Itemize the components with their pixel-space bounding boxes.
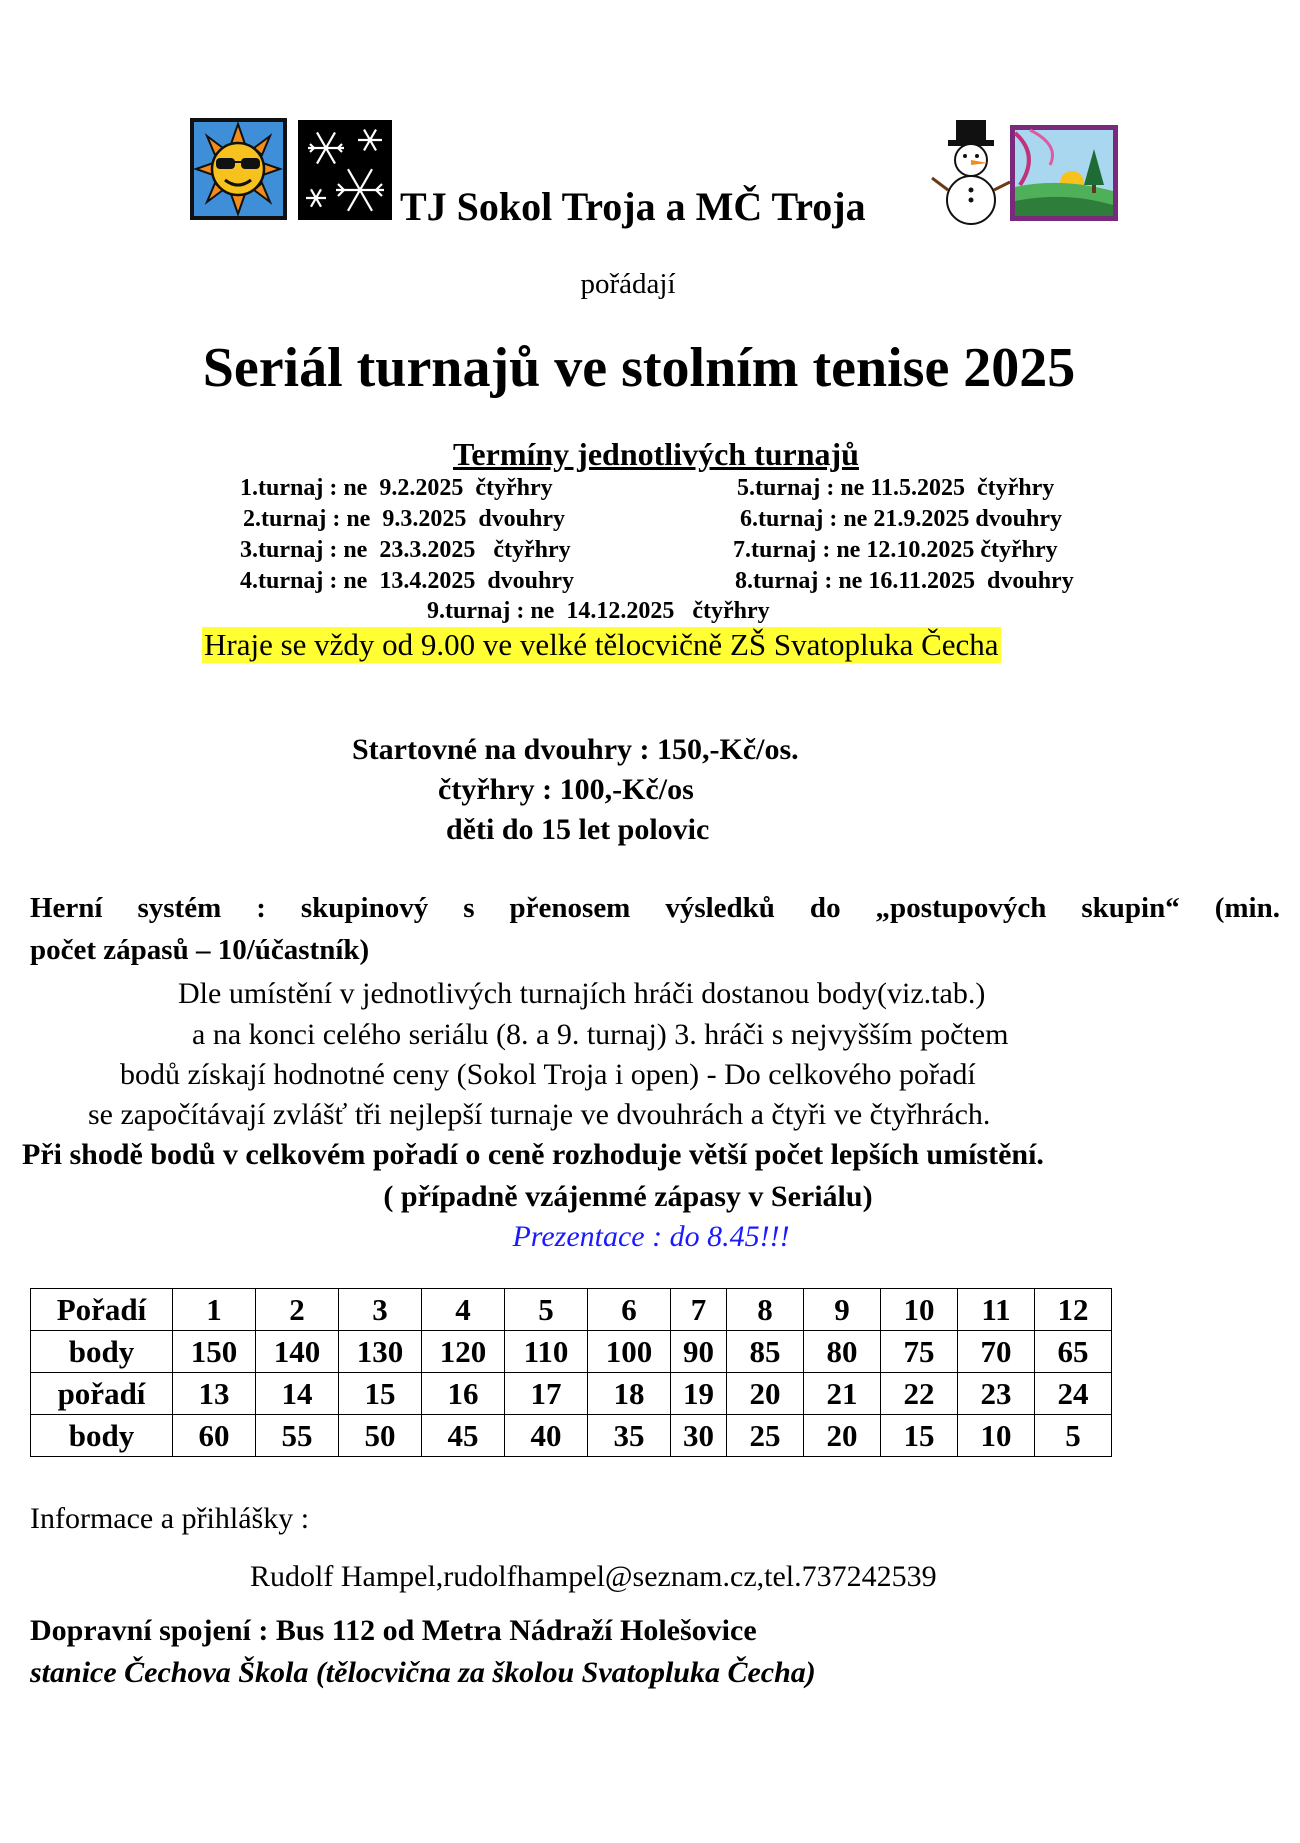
table-cell: 14 — [256, 1373, 339, 1415]
schedule-item: 4.turnaj : ne 13.4.2025 dvouhry — [240, 568, 575, 594]
table-row — [31, 1373, 1112, 1415]
table-cell: 90 — [671, 1331, 727, 1373]
subtitle: pořádají — [580, 268, 676, 300]
table-cell: 16 — [422, 1373, 505, 1415]
table-cell: 10 — [958, 1415, 1035, 1457]
row-header-cell: body — [31, 1331, 173, 1373]
table-cell: 55 — [256, 1415, 339, 1457]
fee-children: děti do 15 let polovic — [446, 813, 710, 846]
table-cell: 17 — [505, 1373, 588, 1415]
sun-sunglasses-icon — [190, 118, 287, 220]
table-cell: 8 — [727, 1289, 804, 1331]
table-cell: 12 — [1035, 1289, 1112, 1331]
row-header-cell: pořadí — [31, 1373, 173, 1415]
schedule-item: 2.turnaj : ne 9.3.2025 dvouhry — [243, 506, 566, 532]
table-row — [31, 1415, 1112, 1457]
table-cell: 85 — [727, 1331, 804, 1373]
tie-break-rule: Při shodě bodů v celkovém pořadí o ceně rozhoduje větší počet lepších umístění. — [22, 1138, 1044, 1171]
schedule-item: 6.turnaj : ne 21.9.2025 dvouhry — [740, 506, 1063, 532]
table-cell: 15 — [881, 1415, 958, 1457]
venue-note: Hraje se vždy od 9.00 ve velké tělocvičně ZŠ Svatopluka Čecha — [204, 627, 999, 662]
schedule-item: 3.turnaj : ne 23.3.2025 čtyřhry — [240, 537, 571, 563]
winter-landscape-icon — [1010, 125, 1118, 221]
table-cell: 2 — [256, 1289, 339, 1331]
snowman-icon — [930, 118, 1012, 226]
table-cell: 80 — [804, 1331, 881, 1373]
page-title: Seriál turnajů ve stolním tenise 2025 — [202, 337, 1076, 399]
schedule-heading: Termíny jednotlivých turnajů — [453, 436, 859, 472]
table-row — [31, 1331, 1112, 1373]
table-cell: 75 — [881, 1331, 958, 1373]
organizer-title: TJ Sokol Troja a MČ Troja — [400, 184, 866, 229]
table-cell: 70 — [958, 1331, 1035, 1373]
table-cell: 60 — [173, 1415, 256, 1457]
table-cell: 21 — [804, 1373, 881, 1415]
table-cell: 7 — [671, 1289, 727, 1331]
table-cell: 15 — [339, 1373, 422, 1415]
tie-break-note: ( případně vzájenmé zápasy v Seriálu) — [383, 1180, 873, 1213]
points-table — [30, 1288, 1112, 1457]
table-cell: 20 — [804, 1415, 881, 1457]
table-cell: 50 — [339, 1415, 422, 1457]
snowflakes-icon — [298, 120, 392, 220]
table-cell: 130 — [339, 1331, 422, 1373]
rules-paragraph-line: Dle umístění v jednotlivých turnajích hráči dostanou body(viz.tab.) — [178, 977, 986, 1010]
table-cell: 45 — [422, 1415, 505, 1457]
table-cell: 100 — [588, 1331, 671, 1373]
schedule-item: 5.turnaj : ne 11.5.2025 čtyřhry — [737, 475, 1055, 501]
table-cell: 9 — [804, 1289, 881, 1331]
table-cell: 1 — [173, 1289, 256, 1331]
table-row — [31, 1289, 1112, 1331]
table-cell: 140 — [256, 1331, 339, 1373]
table-cell: 35 — [588, 1415, 671, 1457]
table-cell: 19 — [671, 1373, 727, 1415]
transport-info: Dopravní spojení : Bus 112 od Metra Nádraží Holešovice — [30, 1614, 757, 1647]
table-cell: 6 — [588, 1289, 671, 1331]
schedule-item: 1.turnaj : ne 9.2.2025 čtyřhry — [240, 475, 553, 501]
info-label: Informace a přihlášky : — [30, 1502, 310, 1535]
schedule-item: 7.turnaj : ne 12.10.2025 čtyřhry — [733, 537, 1058, 563]
table-cell: 110 — [505, 1331, 588, 1373]
table-cell: 13 — [173, 1373, 256, 1415]
table-cell: 23 — [958, 1373, 1035, 1415]
row-header-cell: Pořadí — [31, 1289, 173, 1331]
table-cell: 11 — [958, 1289, 1035, 1331]
fee-doubles: čtyřhry : 100,-Kč/os — [438, 773, 694, 806]
table-cell: 5 — [1035, 1415, 1112, 1457]
schedule-item: 9.turnaj : ne 14.12.2025 čtyřhry — [427, 598, 770, 624]
table-cell: 25 — [727, 1415, 804, 1457]
table-cell: 65 — [1035, 1331, 1112, 1373]
schedule-item: 8.turnaj : ne 16.11.2025 dvouhry — [735, 568, 1074, 594]
presentation-time: Prezentace : do 8.45!!! — [512, 1220, 790, 1253]
game-system-line1: Herní systém : skupinový s přenosem výsledků do „postupových skupin“ (min. — [30, 892, 1280, 924]
table-cell: 10 — [881, 1289, 958, 1331]
table-cell: 4 — [422, 1289, 505, 1331]
rules-paragraph-line: bodů získají hodnotné ceny (Sokol Troja i open) - Do celkového pořadí — [120, 1058, 976, 1091]
rules-paragraph-line: a na konci celého seriálu (8. a 9. turnaj) 3. hráči s nejvyšším počtem — [192, 1018, 1009, 1051]
fee-singles: Startovné na dvouhry : 150,-Kč/os. — [352, 733, 799, 766]
station-info: stanice Čechova Škola (tělocvična za školou Svatopluka Čecha) — [30, 1656, 816, 1689]
rules-paragraph-line: se započítávají zvlášť tři nejlepší turnaje ve dvouhrách a čtyři ve čtyřhrách. — [88, 1098, 991, 1131]
game-system-line2: počet zápasů – 10/účastník) — [30, 934, 370, 966]
table-cell: 30 — [671, 1415, 727, 1457]
table-cell: 5 — [505, 1289, 588, 1331]
table-cell: 18 — [588, 1373, 671, 1415]
row-header-cell: body — [31, 1415, 173, 1457]
table-cell: 20 — [727, 1373, 804, 1415]
table-cell: 120 — [422, 1331, 505, 1373]
table-cell: 3 — [339, 1289, 422, 1331]
contact-details: Rudolf Hampel,rudolfhampel@seznam.cz,tel.737242539 — [250, 1560, 937, 1593]
table-cell: 150 — [173, 1331, 256, 1373]
table-cell: 40 — [505, 1415, 588, 1457]
table-cell: 24 — [1035, 1373, 1112, 1415]
table-cell: 22 — [881, 1373, 958, 1415]
